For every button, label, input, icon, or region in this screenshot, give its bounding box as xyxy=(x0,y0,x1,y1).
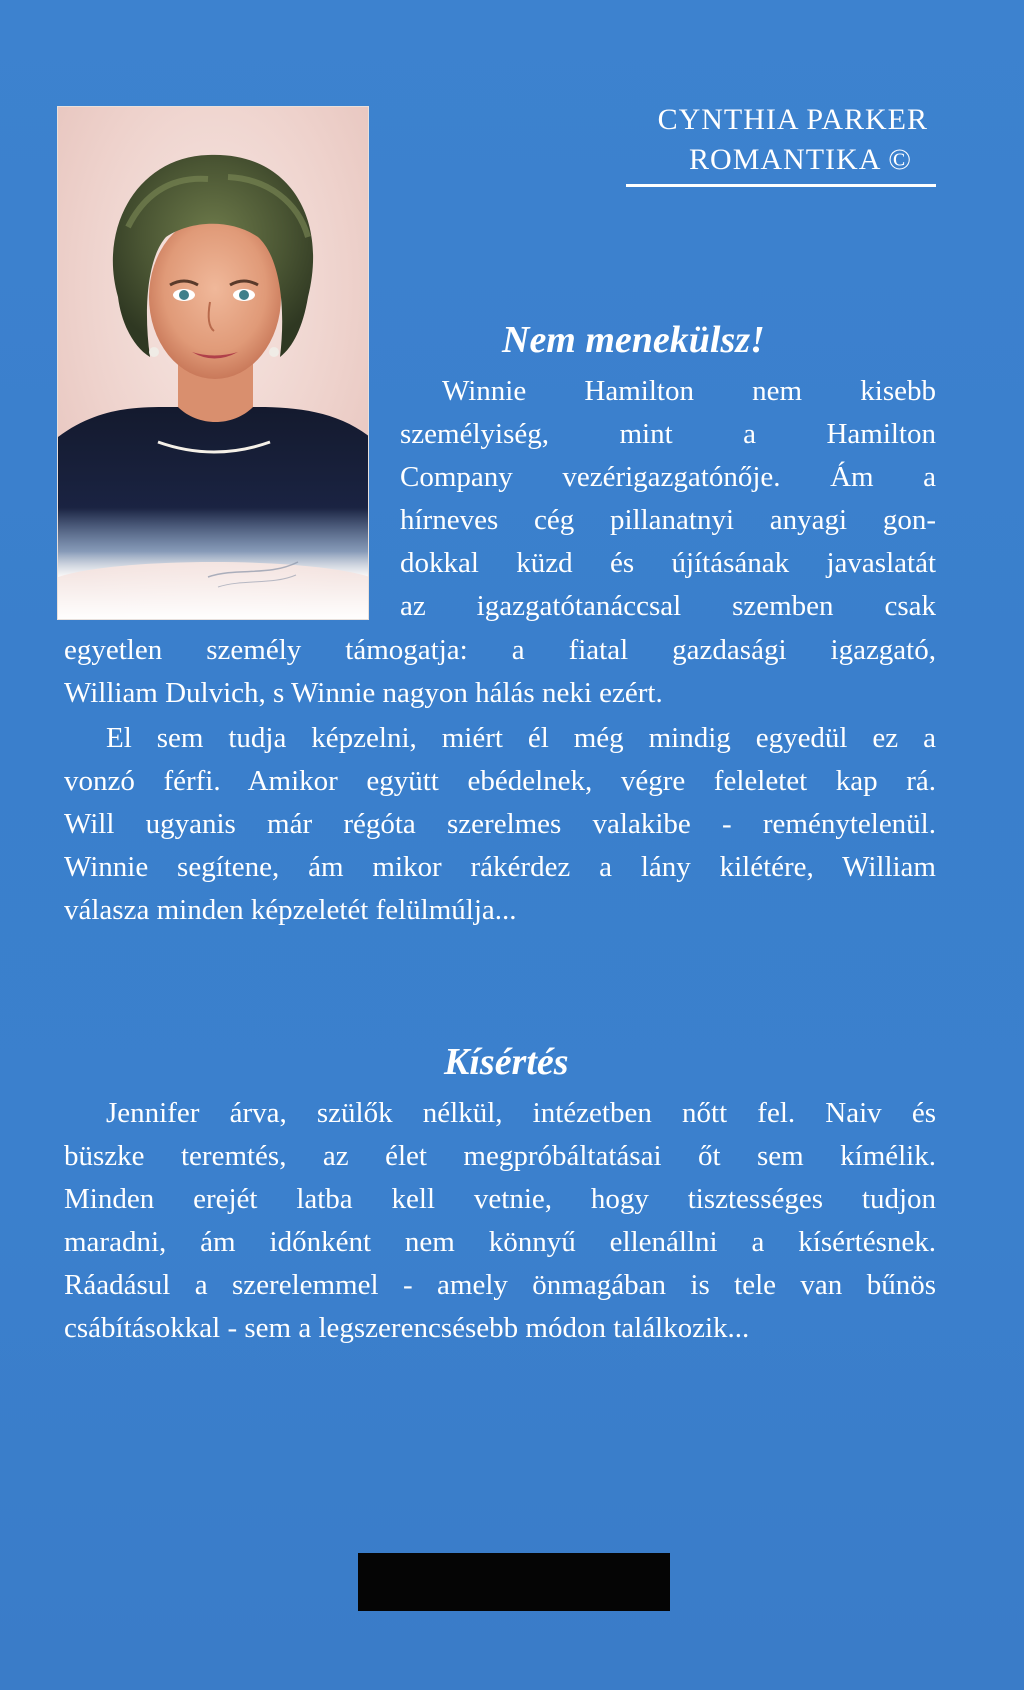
blurb-line: hírneves cég pillanatnyi anyagi gon- xyxy=(400,504,936,536)
series-author: CYNTHIA PARKER xyxy=(657,103,928,136)
book1-blurb-paragraph2 xyxy=(64,717,936,932)
blurb-line: El sem tudja képzelni, miért él még mindig egyedül ez a xyxy=(106,722,936,754)
series-underline xyxy=(626,184,936,187)
blurb-line: csábításokkal - sem a legszerencsésebb módon találkozik... xyxy=(64,1312,750,1344)
blurb-line: az igazgatótanáccsal szemben csak xyxy=(400,590,936,622)
blurb-line: Winnie Hamilton nem kisebb xyxy=(442,375,936,407)
blurb-line: William Dulvich, s Winnie nagyon hálás neki ezért. xyxy=(64,677,663,709)
series-label xyxy=(600,100,940,180)
book2-title: Kísértés xyxy=(444,1041,569,1083)
blurb-line: Will ugyanis már régóta szerelmes valakibe - reménytelenül. xyxy=(64,808,936,840)
blurb-line: dokkal küzd és újításának javaslatát xyxy=(400,547,936,579)
blurb-line: Company vezérigazgatónője. Ám a xyxy=(400,461,936,493)
blurb-line: egyetlen személy támogatja: a fiatal gazdasági igazgató, xyxy=(64,634,936,666)
barcode-blackout xyxy=(358,1553,670,1611)
book1-title: Nem menekülsz! xyxy=(502,319,765,361)
book2-blurb xyxy=(64,1092,936,1350)
book1-blurb-part1 xyxy=(400,370,936,628)
author-portrait xyxy=(57,106,369,620)
blurb-line: Winnie segítene, ám mikor rákérdez a lány kilétére, William xyxy=(64,851,936,883)
blurb-line: Ráadásul a szerelemmel - amely önmagában is tele van bűnös xyxy=(64,1269,936,1301)
blurb-line: vonzó férfi. Amikor együtt ebédelnek, végre feleletet kap rá. xyxy=(64,765,936,797)
book1-blurb-part2 xyxy=(64,629,936,715)
blurb-line: Jennifer árva, szülők nélkül, intézetben nőtt fel. Naiv és xyxy=(106,1097,936,1129)
blurb-line: válasza minden képzeletét felülmúlja... xyxy=(64,894,517,926)
blurb-line: maradni, ám időnként nem könnyű ellenállni a kísértésnek. xyxy=(64,1226,936,1258)
blurb-line: Minden erejét latba kell vetnie, hogy tisztességes tudjon xyxy=(64,1183,936,1215)
series-imprint: ROMANTIKA © xyxy=(689,143,912,176)
blurb-line: büszke teremtés, az élet megpróbáltatásai őt sem kímélik. xyxy=(64,1140,936,1172)
blurb-line: személyiség, mint a Hamilton xyxy=(400,418,936,450)
